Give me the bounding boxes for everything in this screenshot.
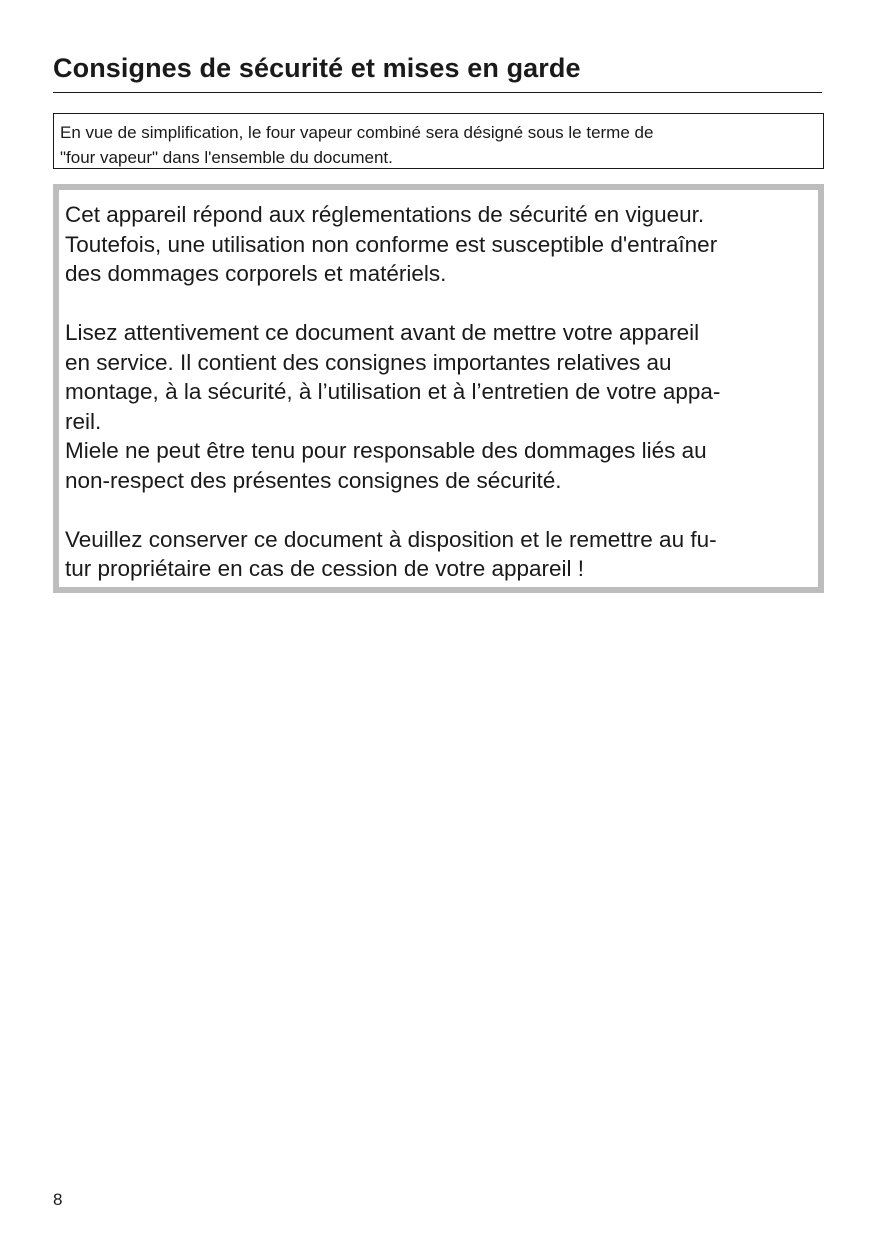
note-line: En vue de simplification, le four vapeur combiné sera désigné sous le terme de (60, 123, 654, 142)
paragraph-spacer (65, 495, 812, 525)
text-line: Miele ne peut être tenu pour responsable des dommages liés au (65, 438, 707, 463)
safety-warning-content (59, 190, 818, 587)
text-line: en service. Il contient des consignes importantes relatives au (65, 349, 672, 375)
paragraph-spacer (65, 289, 812, 319)
page-title: Consignes de sécurité et mises en garde (53, 53, 581, 83)
text-line: non-respect des présentes consignes de sécurité. (65, 467, 562, 493)
page-number: 8 (53, 1190, 63, 1209)
text-line: tur propriétaire en cas de cession de votre appareil ! (65, 556, 585, 581)
text-line: Veuillez conserver ce document à disposition et le remettre au fu- (65, 526, 717, 552)
warning-paragraph-compliance (65, 200, 812, 289)
simplification-note (53, 113, 824, 169)
warning-paragraph-keep-document (65, 525, 812, 584)
note-line: "four vapeur" dans l'ensemble du document. (60, 148, 393, 167)
text-line: montage, à la sécurité, à l’utilisation et à l’entretien de votre appa- (65, 379, 721, 404)
safety-warning-box (53, 184, 824, 593)
warning-paragraph-liability (65, 436, 812, 495)
text-line: Lisez attentivement ce document avant de mettre votre appareil (65, 320, 700, 345)
title-divider (53, 92, 822, 93)
text-line: Cet appareil répond aux réglementations de sécurité en vigueur. (65, 202, 705, 227)
warning-paragraph-read-document (65, 318, 812, 436)
text-line: Toutefois, une utilisation non conforme est susceptible d'entraîner (65, 231, 718, 257)
text-line: reil. (65, 408, 102, 434)
text-line: des dommages corporels et matériels. (65, 261, 447, 286)
